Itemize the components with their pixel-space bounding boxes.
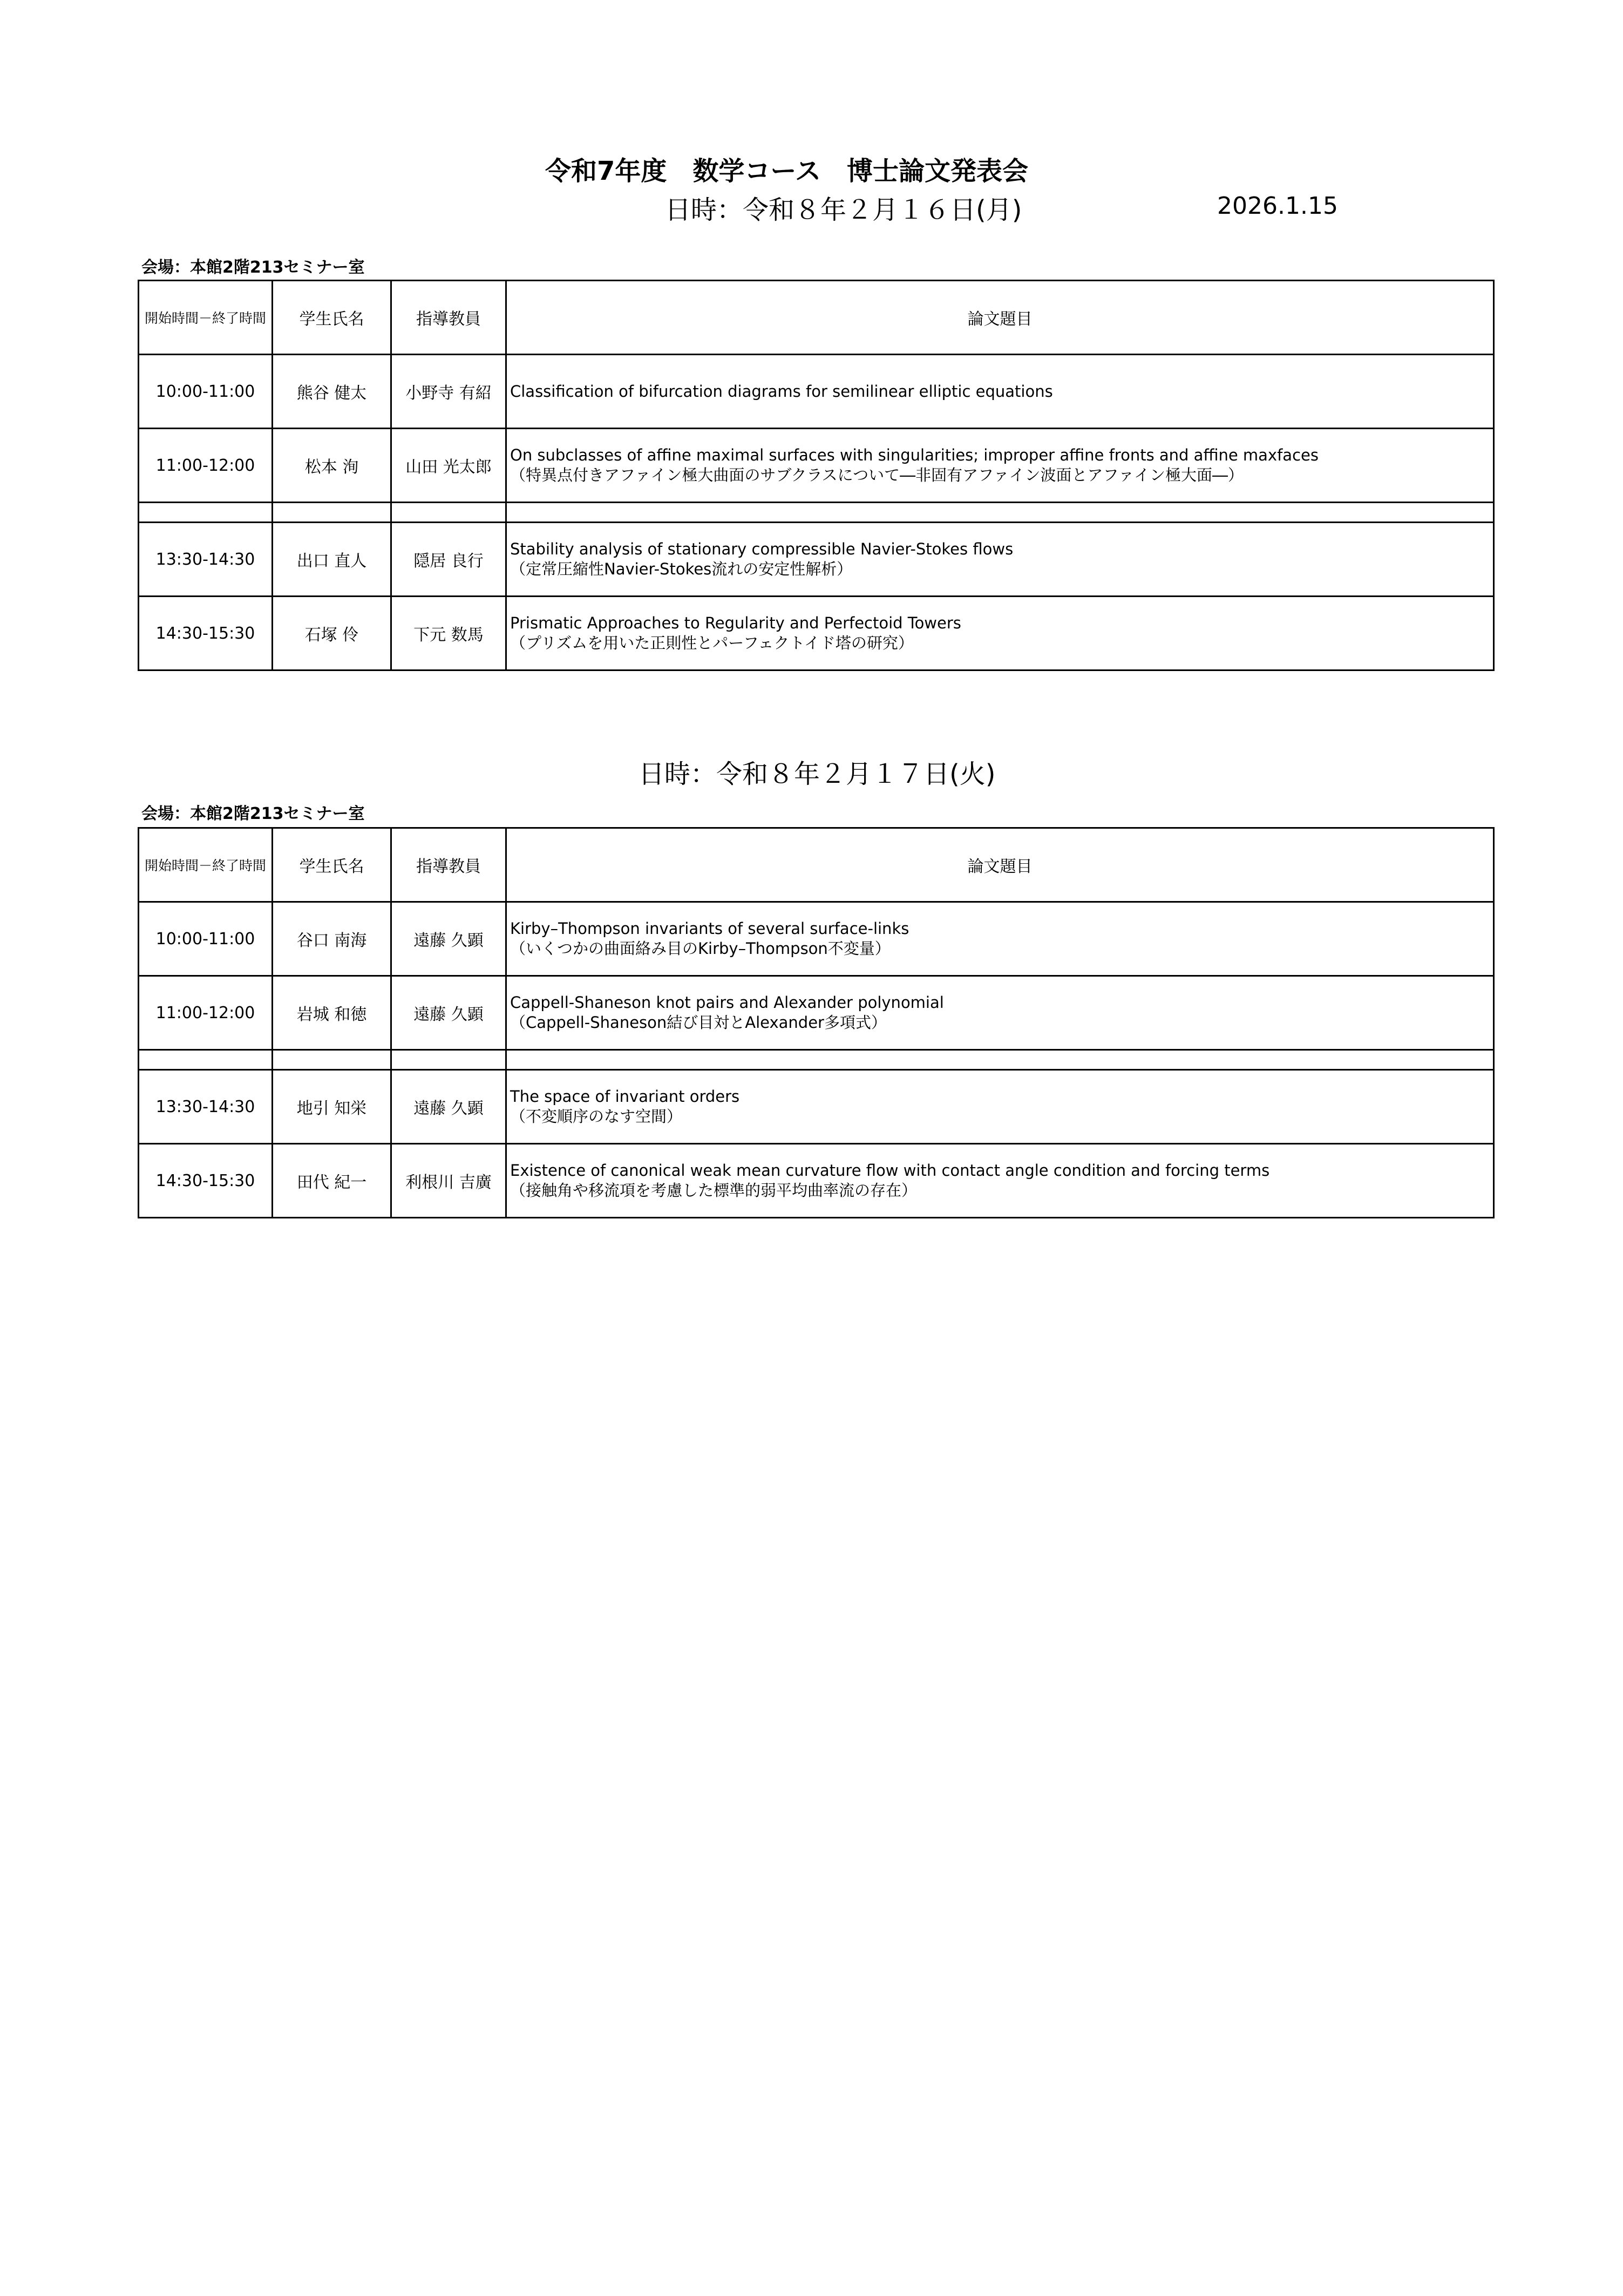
thesis-title-ja: （プリズムを用いた正則性とパーフェクトイド塔の研究） xyxy=(510,634,914,652)
advisor-cell: 小野寺 有紹 xyxy=(391,355,506,429)
day2-schedule-table xyxy=(138,827,1495,1218)
thesis-title-cell xyxy=(506,1070,1494,1144)
advisor-cell: 遠藤 久顕 xyxy=(391,976,506,1050)
student-cell: 地引 知栄 xyxy=(273,1070,391,1144)
column-header-student: 学生氏名 xyxy=(273,281,391,355)
column-header-thesis-title: 論文題目 xyxy=(506,828,1494,902)
column-header-time: 開始時間－終了時間 xyxy=(139,828,273,902)
table-row xyxy=(139,976,1494,1050)
thesis-title-ja: （特異点付きアファイン極大曲面のサブクラスについて―非固有アファイン波面とアファイン極大面―） xyxy=(510,466,1244,484)
day2-date-heading: 日時：令和８年２月１７日(火) xyxy=(639,759,996,789)
student-cell: 石塚 伶 xyxy=(273,597,391,670)
column-header-advisor: 指導教員 xyxy=(391,828,506,902)
column-header-advisor: 指導教員 xyxy=(391,281,506,355)
table-header-row xyxy=(139,828,1494,902)
time-cell: 13:30-14:30 xyxy=(139,523,273,597)
day1-schedule-table xyxy=(138,280,1495,671)
day2-venue: 会場：本館2階213セミナー室 xyxy=(141,804,365,823)
table-row xyxy=(139,902,1494,976)
lunch-break-row xyxy=(139,503,1494,523)
thesis-title-cell xyxy=(506,976,1494,1050)
thesis-title-cell xyxy=(506,1144,1494,1218)
time-cell: 10:00-11:00 xyxy=(139,902,273,976)
advisor-cell: 遠藤 久顕 xyxy=(391,902,506,976)
advisor-cell: 山田 光太郎 xyxy=(391,429,506,503)
lunch-break-row xyxy=(139,1050,1494,1070)
day1-venue: 会場：本館2階213セミナー室 xyxy=(141,258,365,277)
thesis-title-cell xyxy=(506,597,1494,670)
student-cell: 松本 洵 xyxy=(273,429,391,503)
thesis-title-cell xyxy=(506,355,1494,429)
column-header-student: 学生氏名 xyxy=(273,828,391,902)
time-cell: 11:00-12:00 xyxy=(139,976,273,1050)
table-row xyxy=(139,523,1494,597)
issue-date: 2026.1.15 xyxy=(1217,192,1338,220)
thesis-title-en: Existence of canonical weak mean curvature flow with contact angle condition and forcing terms xyxy=(510,1161,1270,1180)
document-title: 令和7年度 数学コース 博士論文発表会 xyxy=(545,156,1029,186)
thesis-title-en: Prismatic Approaches to Regularity and Perfectoid Towers xyxy=(510,614,961,632)
thesis-title-ja: （Cappell-Shaneson結び目対とAlexander多項式） xyxy=(510,1013,887,1032)
time-cell: 14:30-15:30 xyxy=(139,597,273,670)
time-cell: 10:00-11:00 xyxy=(139,355,273,429)
day1-date-heading: 日時：令和８年２月１６日(月) xyxy=(665,195,1022,225)
advisor-cell: 遠藤 久顕 xyxy=(391,1070,506,1144)
table-row xyxy=(139,355,1494,429)
table-header-row xyxy=(139,281,1494,355)
student-cell: 谷口 南海 xyxy=(273,902,391,976)
time-cell: 11:00-12:00 xyxy=(139,429,273,503)
student-cell: 田代 紀一 xyxy=(273,1144,391,1218)
student-cell: 出口 直人 xyxy=(273,523,391,597)
thesis-title-ja: （いくつかの曲面絡み目のKirby–Thompson不変量） xyxy=(510,939,891,958)
table-row xyxy=(139,597,1494,670)
advisor-cell: 下元 数馬 xyxy=(391,597,506,670)
advisor-cell: 隠居 良行 xyxy=(391,523,506,597)
student-cell: 熊谷 健太 xyxy=(273,355,391,429)
thesis-title-en: On subclasses of affine maximal surfaces with singularities; improper affine fronts and affine maxfaces xyxy=(510,446,1319,464)
thesis-title-ja: （定常圧縮性Navier-Stokes流れの安定性解析） xyxy=(510,560,853,578)
time-cell: 14:30-15:30 xyxy=(139,1144,273,1218)
thesis-title-ja: （接触角や移流項を考慮した標準的弱平均曲率流の存在） xyxy=(510,1181,918,1200)
column-header-time: 開始時間－終了時間 xyxy=(139,281,273,355)
table-row xyxy=(139,429,1494,503)
advisor-cell: 利根川 吉廣 xyxy=(391,1144,506,1218)
time-cell: 13:30-14:30 xyxy=(139,1070,273,1144)
column-header-thesis-title: 論文題目 xyxy=(506,281,1494,355)
student-cell: 岩城 和徳 xyxy=(273,976,391,1050)
table-row xyxy=(139,1070,1494,1144)
table-row xyxy=(139,1144,1494,1218)
thesis-title-ja: （不変順序のなす空間） xyxy=(510,1107,683,1126)
thesis-title-en: The space of invariant orders xyxy=(510,1087,740,1106)
thesis-title-en: Stability analysis of stationary compressible Navier-Stokes flows xyxy=(510,540,1014,558)
thesis-title-en: Cappell-Shaneson knot pairs and Alexander polynomial xyxy=(510,993,944,1012)
thesis-title-en: Kirby–Thompson invariants of several surface-links xyxy=(510,919,909,938)
thesis-title-en: Classification of bifurcation diagrams for semilinear elliptic equations xyxy=(510,382,1053,401)
thesis-title-cell xyxy=(506,429,1494,503)
thesis-title-cell xyxy=(506,523,1494,597)
thesis-title-cell xyxy=(506,902,1494,976)
